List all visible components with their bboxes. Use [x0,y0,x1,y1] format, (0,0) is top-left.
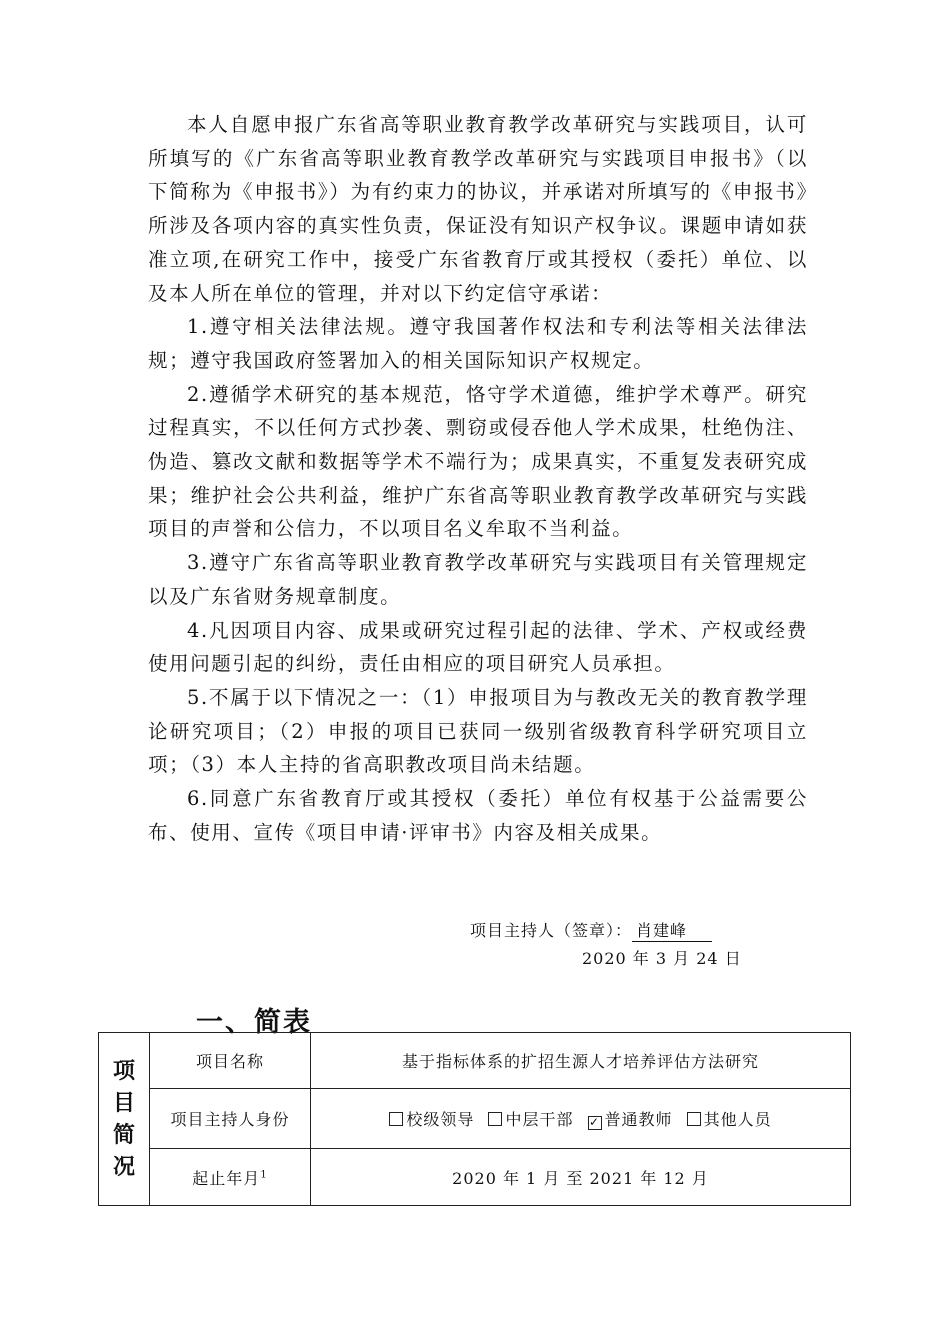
period-label [150,1149,311,1206]
side-char: 项 [112,1058,135,1084]
pledge-item-6: 6.同意广东省教育厅或其授权（委托）单位有权基于公益需要公布、使用、宣传《项目申请·评审书》内容及相关成果。 [148,787,808,844]
signature-date: 2020 年 3 月 24 日 [582,949,742,968]
period-value: 2020 年 1 月 至 2021 年 12 月 [311,1149,851,1206]
footnote-marker: 1 [260,1169,268,1181]
option-middle-manager[interactable] [488,1107,573,1130]
option-other[interactable] [687,1107,772,1130]
checkbox-icon[interactable] [389,1112,403,1126]
checkbox-icon[interactable] [687,1112,701,1126]
option-label: 普通教师 [604,1110,673,1129]
pledge-item-1: 1.遵守相关法律法规。遵守我国著作权法和专利法等相关法律法规；遵守我国政府签署加入的相关国际知识产权规定。 [148,315,808,372]
option-school-leader[interactable] [389,1107,474,1130]
table-row [99,1149,851,1206]
side-label [99,1033,150,1206]
side-char: 目 [112,1090,135,1116]
table-row [99,1089,851,1149]
table-row [99,1033,851,1089]
host-identity-options [311,1089,851,1149]
pledge-item-3: 3.遵守广东省高等职业教育教学改革研究与实践项目有关管理规定以及广东省财务规章制度。 [148,551,808,608]
period-label-text: 起止年月 [192,1168,261,1188]
checkbox-icon[interactable] [488,1112,502,1126]
side-char: 况 [112,1154,135,1180]
signature-name: 肖建峰 [632,918,712,942]
pledge-paragraph-intro: 本人自愿申报广东省高等职业教育教学改革研究与实践项目，认可所填写的《广东省高等职业教育教学改革研究与实践项目申报书》（以下简称为《申报书》）为有约束力的协议，并承诺对所填写的《申报书》所涉及各项内容的真实性负责，保证没有知识产权争议。课题申请如获准立项,在研究工作中，接受广东省教育厅或其授权（委托）单位、以及本人所在单位的管理，并对以下约定信守承诺： [148,113,808,305]
signature-line [470,918,712,942]
pledge-text [148,108,808,849]
project-name-label: 项目名称 [150,1033,311,1089]
project-name-value: 基于指标体系的扩招生源人才培养评估方法研究 [311,1033,851,1089]
pledge-item-5: 5.不属于以下情况之一：（1）申报项目为与教改无关的教育教学理论研究项目；（2）申报的项目已获同一级别省级教育科学研究项目立项；（3）本人主持的省高职教改项目尚未结题。 [148,685,808,777]
side-char: 简 [112,1122,135,1148]
option-label: 中层干部 [505,1110,574,1129]
option-teacher[interactable] [588,1107,673,1130]
pledge-item-2: 2.遵循学术研究的基本规范，恪守学术道德，维护学术尊严。研究过程真实，不以任何方式抄袭、剽窃或侵吞他人学术成果，杜绝伪注、伪造、篡改文献和数据等学术不端行为；成果真实，不重复发表研究成果；维护社会公共利益，维护广东省高等职业教育教学改革研究与实践项目的声誉和公信力，不以项目名义牟取不当利益。 [148,382,808,541]
option-label: 校级领导 [406,1110,475,1129]
option-label: 其他人员 [703,1110,772,1129]
pledge-item-4: 4.凡因项目内容、成果或研究过程引起的法律、学术、产权或经费使用问题引起的纠纷，责任由相应的项目研究人员承担。 [148,618,808,676]
checkbox-checked-icon[interactable]: ✓ [589,1115,601,1129]
section-title: 一、简表 [196,1007,312,1038]
signature-label: 项目主持人（签章）： [470,921,633,940]
host-identity-label: 项目主持人身份 [150,1089,311,1149]
brief-table [98,1032,851,1206]
